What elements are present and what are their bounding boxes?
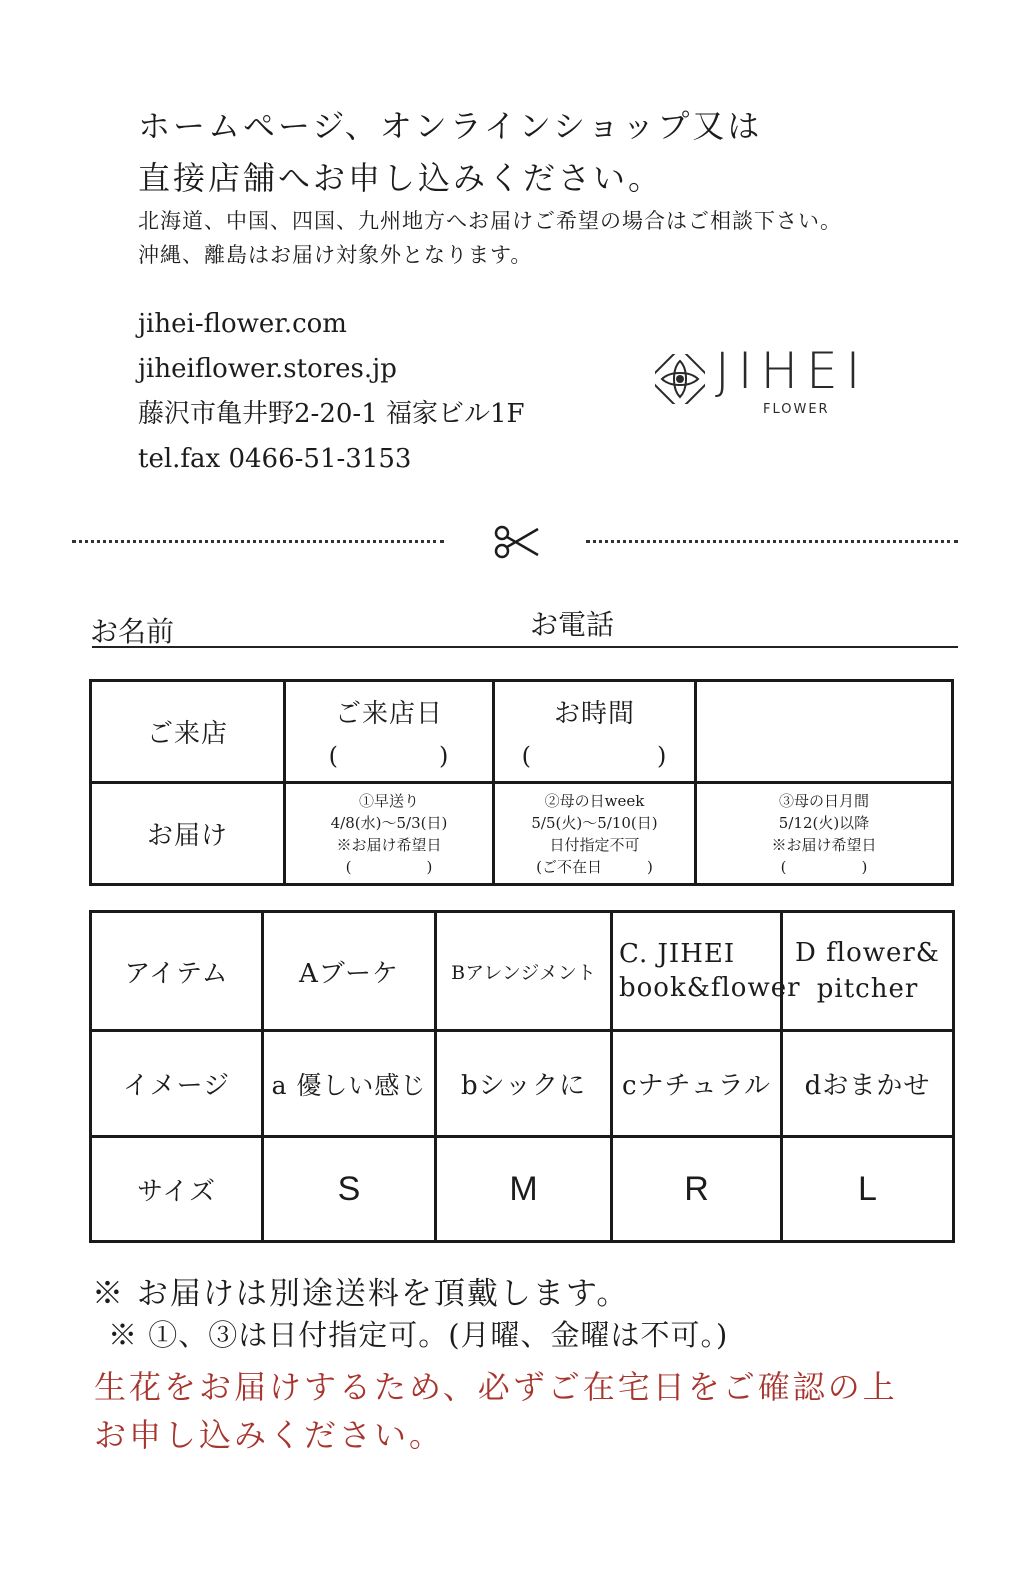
image-label: イメージ xyxy=(91,1031,263,1137)
intro-line-2: 直接店舗へお申し込みください。 xyxy=(138,159,664,197)
delivery-option-3[interactable] xyxy=(696,783,953,885)
name-label: お名前 xyxy=(90,615,175,648)
image-row xyxy=(91,1031,954,1137)
visit-time-label: お時間 xyxy=(553,698,635,729)
opt1-note: ※お届け希望日 xyxy=(336,835,442,854)
cut-line-right xyxy=(586,540,958,543)
image-option-b[interactable]: bシックに xyxy=(436,1031,612,1137)
shipping-note: ※ お届けは別途送料を頂戴します。 xyxy=(92,1276,630,1312)
size-label: サイズ xyxy=(91,1137,263,1242)
delivery-option-1[interactable] xyxy=(285,783,494,885)
name-phone-field[interactable] xyxy=(92,646,958,648)
visit-delivery-table xyxy=(89,679,954,886)
region-note-2: 沖縄、離島はお届け対象外となります。 xyxy=(138,243,533,267)
delivery-option-2[interactable] xyxy=(494,783,696,885)
shop-link[interactable]: jiheiflower.stores.jp xyxy=(138,354,397,384)
logo-sub: FLOWER xyxy=(763,402,830,417)
size-r[interactable]: R xyxy=(612,1137,782,1242)
scissors-icon xyxy=(492,520,540,564)
opt1-title: ①早送り xyxy=(358,791,419,810)
visit-date-field[interactable]: ( ) xyxy=(328,741,450,770)
website-link[interactable]: jihei-flower.com xyxy=(138,309,347,339)
brand-logo xyxy=(655,342,905,428)
visit-label: ご来店 xyxy=(91,681,285,783)
flower-logo-icon xyxy=(655,354,705,404)
cut-line-left xyxy=(72,540,444,543)
warning-line-1: 生花をお届けするため、必ずご在宅日をご確認の上 xyxy=(94,1368,898,1406)
size-s[interactable]: S xyxy=(263,1137,436,1242)
opt3-field[interactable]: ( ) xyxy=(780,857,868,876)
image-option-d[interactable]: dおまかせ xyxy=(782,1031,954,1137)
opt2-note: 日付指定不可 xyxy=(549,835,640,854)
visit-date-label: ご来店日 xyxy=(334,698,443,729)
item-option-c[interactable]: C. JIHEI book&flower xyxy=(612,912,782,1031)
logo-name: JIHEI xyxy=(715,342,869,400)
item-row xyxy=(91,912,954,1031)
empty-cell xyxy=(696,681,953,783)
delivery-row xyxy=(91,783,953,885)
visit-time-cell[interactable] xyxy=(494,681,696,783)
image-option-a[interactable]: a 優しい感じ xyxy=(263,1031,436,1137)
address: 藤沢市亀井野2-20-1 福家ビル1F xyxy=(138,399,525,429)
image-option-c[interactable]: cナチュラル xyxy=(612,1031,782,1137)
item-option-a[interactable]: Aブーケ xyxy=(263,912,436,1031)
tel-fax: tel.fax 0466-51-3153 xyxy=(138,444,412,474)
region-notes xyxy=(138,204,842,272)
delivery-label: お届け xyxy=(91,783,285,885)
intro-heading xyxy=(138,100,762,204)
item-label: アイテム xyxy=(91,912,263,1031)
opt2-title: ②母の日week xyxy=(544,791,645,810)
size-l[interactable]: L xyxy=(782,1137,954,1242)
phone-label: お電話 xyxy=(530,608,615,641)
opt3-dates: 5/12(火)以降 xyxy=(778,813,870,832)
warning-line-2: お申し込みください。 xyxy=(94,1416,445,1454)
intro-line-1: ホームページ、オンラインショップ又は xyxy=(138,107,763,145)
opt3-title: ③母の日月間 xyxy=(778,791,869,810)
item-table xyxy=(89,910,955,1243)
visit-time-field[interactable]: ( ) xyxy=(521,741,668,770)
warning-note xyxy=(94,1363,898,1459)
contact-block xyxy=(138,302,525,482)
opt2-field[interactable]: (ご不在日 ) xyxy=(536,857,653,876)
size-m[interactable]: M xyxy=(436,1137,612,1242)
item-option-d[interactable]: D flower& pitcher xyxy=(782,912,954,1031)
item-option-b[interactable]: Bアレンジメント xyxy=(436,912,612,1031)
date-rule-note: ※ ①、③は日付指定可。(月曜、金曜は不可。) xyxy=(108,1318,729,1352)
visit-date-cell[interactable] xyxy=(285,681,494,783)
visit-row xyxy=(91,681,953,783)
opt1-dates: 4/8(水)～5/3(日) xyxy=(330,813,448,832)
size-row xyxy=(91,1137,954,1242)
opt1-field[interactable]: ( ) xyxy=(345,857,433,876)
region-note-1: 北海道、中国、四国、九州地方へお届けご希望の場合はご相談下さい。 xyxy=(138,209,842,233)
opt3-note: ※お届け希望日 xyxy=(771,835,877,854)
opt2-dates: 5/5(火)～5/10(日) xyxy=(531,813,658,832)
